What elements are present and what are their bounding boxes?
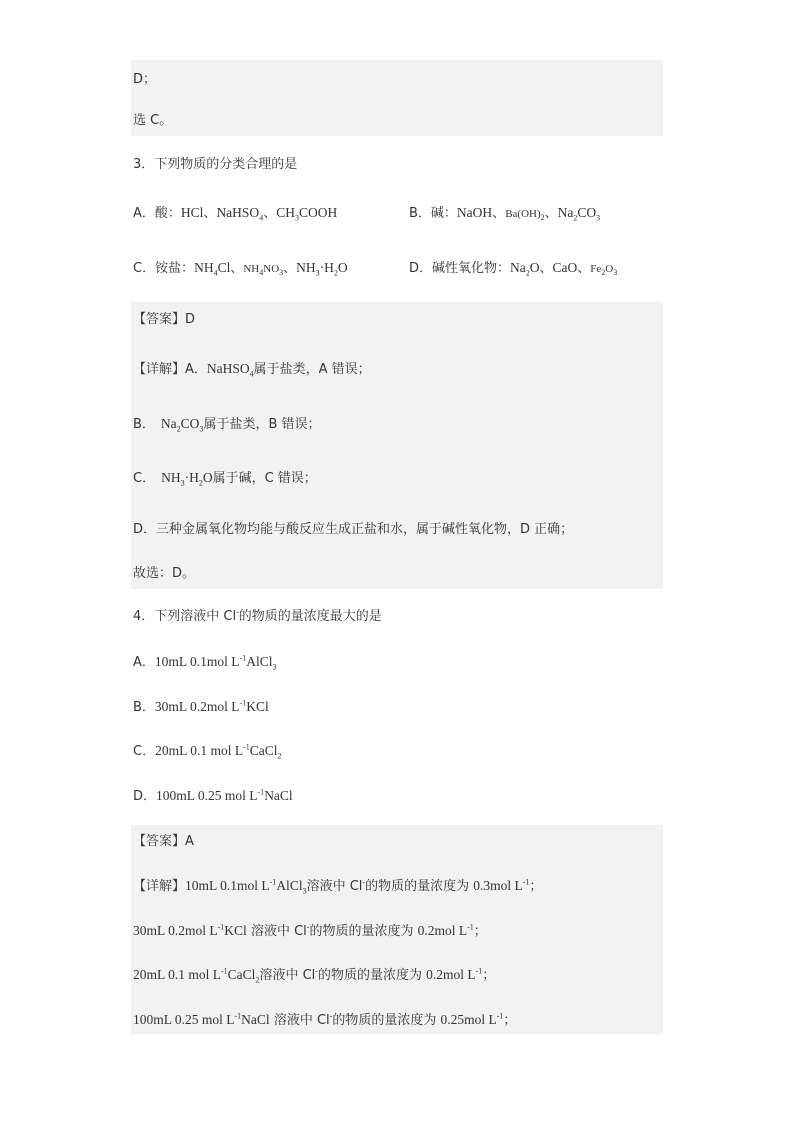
q4-answer-text: 【答案】A xyxy=(133,834,194,849)
q4-stem: 4．下列溶液中 Cl-的物质的量浓度最大的是 xyxy=(133,607,382,624)
q3-answer xyxy=(131,302,663,347)
q2-option-d-line xyxy=(131,60,663,105)
q4-option-d: D．100mL 0.25 mol $L^{-1}NaCl$ xyxy=(133,787,293,804)
q2-answer-text: 选 C。 xyxy=(133,113,173,128)
q4-detail-3: 20mL 0.1 mol $L^{-1}CaCl_2$溶液中 Cl-的物质的量浓度为 0.2mol $L^{-1}$； xyxy=(131,960,663,1005)
q3-detail-b: B． $Na_2CO_3$属于盐类，B 错误； xyxy=(131,392,663,447)
q2-option-d-text: D； xyxy=(133,72,157,87)
q3-conclusion: 故选：D。 xyxy=(131,555,663,589)
q4-detail-4: 100mL 0.25 mol $L^{-1}NaCl$ 溶液中 Cl-的物质的量浓度为 0.25mol $L^{-1}$； xyxy=(131,1003,663,1034)
q3-option-b: B．碱：NaOH、$Ba(OH)_2$、$Na_2CO_3$ xyxy=(409,205,601,223)
q3-answer-text: 【答案】D xyxy=(133,312,196,327)
q4-option-c: C．20mL 0.1 mol $L^{-1}CaCl_2$ xyxy=(133,742,282,761)
q3-option-a: A．酸：HCl、NaHSO$_4$、$CH_3COOH$ xyxy=(133,205,338,223)
q3-detail-d: D．三种金属氧化物均能与酸反应生成正盐和水，属于碱性氧化物，D 正确； xyxy=(131,502,663,555)
q3-detail-c: C． $NH_3\cdot H_2O$属于碱，C 错误； xyxy=(131,447,663,502)
q3-options-cd xyxy=(131,258,751,303)
q4-option-a: A．10mL 0.1mol $L^{-1}AlCl_3$ xyxy=(133,653,277,672)
q4-answer xyxy=(131,825,663,870)
q3-detail-a: 【详解】A．NaHSO$_4$属于盐类，A 错误； xyxy=(131,347,663,392)
q3-stem-text: 3．下列物质的分类合理的是 xyxy=(133,157,298,172)
q3-option-c: C．铵盐：$NH_4Cl$、$NH_4NO_3$、$NH_3\cdot H_2O$ xyxy=(133,260,348,278)
q3-option-d: D．碱性氧化物：$Na_2O$、CaO、$Fe_2O_3$ xyxy=(409,260,618,278)
q2-answer-line xyxy=(131,105,663,136)
q4-option-b: B．30mL 0.2mol $L^{-1}KCl$ xyxy=(133,698,269,715)
q4-detail-1: 【详解】10mL 0.1mol $L^{-1}AlCl_3$溶液中 Cl-的物质的量浓度为 0.3mol $L^{-1}$； xyxy=(131,870,663,915)
q3-options-ab xyxy=(131,203,751,248)
q3-stem xyxy=(131,155,663,200)
q4-detail-2: 30mL 0.2mol $L^{-1}KCl$ 溶液中 Cl-的物质的量浓度为 0.2mol $L^{-1}$； xyxy=(131,915,663,960)
